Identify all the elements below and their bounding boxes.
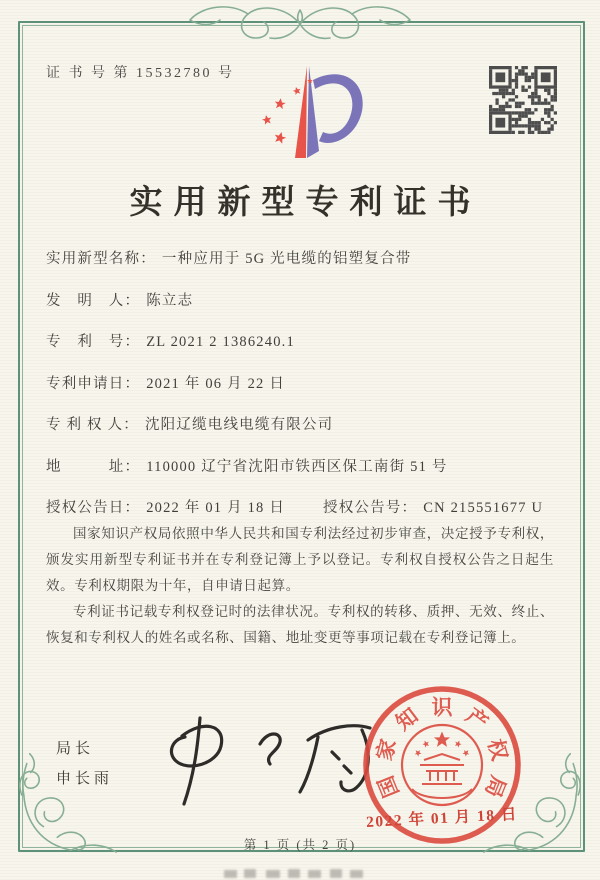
commissioner-title: 局长 bbox=[56, 741, 95, 757]
field-label: 地 址： bbox=[46, 458, 141, 475]
field-label: 专利申请日： bbox=[46, 375, 141, 392]
field-grant-row bbox=[46, 497, 556, 519]
field-inventor bbox=[46, 290, 556, 312]
field-value: 2021 年 06 月 22 日 bbox=[146, 375, 286, 392]
legal-paragraph-1: 国家知识产权局依照中华人民共和国专利法经过初步审查，决定授予专利权，颁发实用新型专利证书并在专利登记簿上予以登记。专利权自授权公告之日起生效。专利权期限为十年，自申请日起算。 bbox=[46, 526, 554, 593]
field-application-date bbox=[46, 373, 556, 395]
legal-paragraph-2: 专利证书记载专利权登记时的法律状况。专利权的转移、质押、无效、终止、恢复和专利权人的姓名或名称、国籍、地址变更等事项记载在专利登记簿上。 bbox=[46, 604, 554, 645]
field-value: 110000 辽宁省沈阳市铁西区保工南街 51 号 bbox=[146, 458, 448, 475]
page-number: 第 1 页 (共 2 页) bbox=[243, 838, 357, 852]
field-list bbox=[46, 248, 556, 539]
field-address bbox=[46, 456, 556, 478]
field-label: 实用新型名称： bbox=[46, 251, 156, 267]
seal-ring-char: 局 bbox=[480, 772, 511, 801]
field-label: 专 利 号： bbox=[46, 334, 141, 350]
field-value: CN 215551677 U bbox=[423, 500, 544, 516]
field-value: 2022 年 01 月 18 日 bbox=[146, 500, 286, 516]
legal-text bbox=[46, 521, 554, 651]
seal-ring-char: 国 bbox=[373, 772, 404, 801]
seal-date: 2022 年 01 月 18 日 bbox=[365, 806, 519, 831]
field-label: 授权公告号： bbox=[323, 500, 418, 516]
top-center-flourish bbox=[150, 0, 450, 54]
field-value: 沈阳辽缆电线电缆有限公司 bbox=[144, 417, 334, 433]
seal-ring-char: 权 bbox=[483, 736, 512, 764]
field-grant-number bbox=[323, 497, 543, 519]
commissioner-name: 申长雨 bbox=[56, 771, 114, 787]
field-patent-number bbox=[46, 331, 556, 353]
seal-ring-char: 识 bbox=[431, 695, 453, 720]
field-label: 发 明 人： bbox=[46, 292, 141, 309]
field-utility-model-name bbox=[46, 248, 556, 270]
seal-ring-char: 产 bbox=[461, 703, 493, 736]
certificate-number: 证 书 号 第 15532780 号 bbox=[46, 66, 235, 81]
field-value: ZL 2021 2 1386240.1 bbox=[146, 334, 295, 350]
bottom-cutoff-text-marks bbox=[222, 868, 382, 880]
cnipa-logo-icon bbox=[243, 58, 373, 168]
qr-code bbox=[489, 66, 557, 134]
field-grant-date bbox=[46, 497, 285, 519]
field-value: 一种应用于 5G 光电缆的铝塑复合带 bbox=[161, 251, 412, 267]
certificate-title: 实用新型专利证书 bbox=[129, 185, 482, 221]
field-value: 陈立志 bbox=[146, 292, 194, 309]
field-patentee bbox=[46, 414, 556, 436]
field-label: 专 利 权 人： bbox=[46, 417, 139, 433]
field-label: 授权公告日： bbox=[46, 500, 141, 516]
seal-ring-char: 知 bbox=[391, 703, 423, 736]
seal-ring-char: 家 bbox=[372, 736, 401, 764]
